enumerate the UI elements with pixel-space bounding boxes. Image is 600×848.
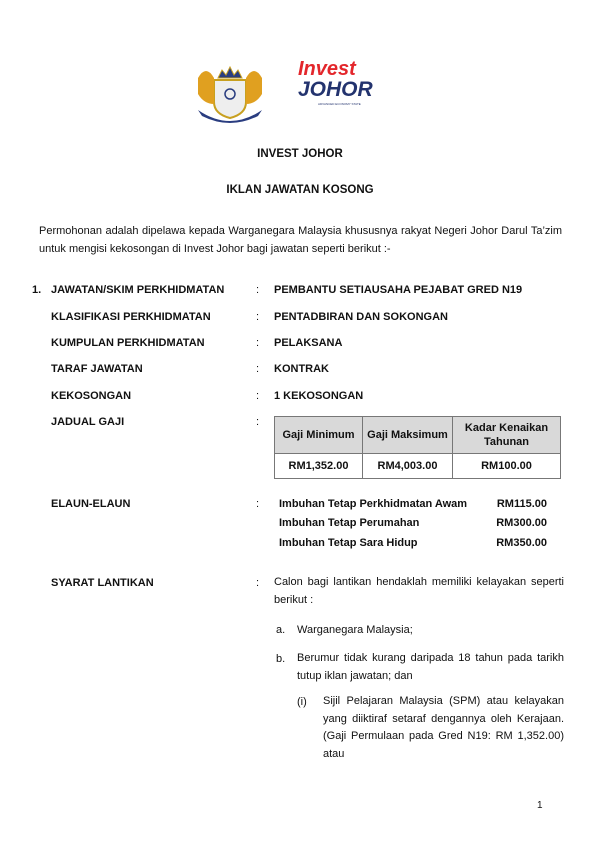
intro-paragraph: Permohonan adalah dipelawa kepada Warganegara Malaysia khususnya rakyat Negeri Johor Darul Ta’zim untuk mengisi kekosongan di Invest Johor bagi jawatan seperti berikut :- — [39, 225, 562, 255]
allowances-label: ELAUN-ELAUN — [51, 498, 131, 510]
row-label: KUMPULAN PERKHIDMATAN — [51, 337, 205, 349]
colon: : — [256, 416, 260, 428]
row-label: TARAF JAWATAN — [51, 363, 143, 375]
salary-label: JADUAL GAJI — [51, 416, 125, 428]
row-value: KONTRAK — [274, 363, 329, 375]
list-marker: a. — [276, 624, 286, 636]
allowance-name: Imbuhan Tetap Perkhidmatan Awam — [279, 498, 468, 510]
list-marker: b. — [276, 653, 286, 665]
colon: : — [256, 311, 260, 323]
document-title: INVEST JOHOR — [257, 148, 343, 160]
requirements-label: SYARAT LANTIKAN — [51, 577, 154, 589]
invest-johor-logo-line1: Invest — [298, 58, 356, 80]
header-cell: Gaji Maksimum — [363, 417, 453, 454]
allowance-name: Imbuhan Tetap Sara Hidup — [279, 537, 418, 549]
row-value: PEMBANTU SETIAUSAHA PEJABAT GRED N19 — [274, 284, 523, 296]
allowance-amount: RM115.00 — [496, 498, 547, 510]
salary-cell: RM100.00 — [453, 454, 561, 479]
salary-table — [274, 416, 561, 479]
colon: : — [256, 498, 260, 510]
johor-crest-logo — [192, 58, 268, 124]
salary-cell: RM1,352.00 — [275, 454, 363, 479]
allowance-amount: RM350.00 — [496, 537, 547, 549]
row-label: JAWATAN/SKIM PERKHIDMATAN — [51, 284, 225, 296]
salary-cell: RM4,003.00 — [363, 454, 453, 479]
row-value: 1 KEKOSONGAN — [274, 390, 364, 402]
colon: : — [256, 577, 260, 589]
requirement-i: Sijil Pelajaran Malaysia (SPM) atau kelayakan yang diiktiraf setaraf dengannya oleh Kerajaan. (Gaji Permulaan pada Gred N19: RM 1,352.00) atau — [323, 695, 564, 760]
colon: : — [256, 363, 260, 375]
requirement-a: Warganegara Malaysia; — [297, 624, 413, 636]
invest-johor-logo-line2: JOHOR — [298, 78, 373, 101]
allowance-amount: RM300.00 — [496, 517, 547, 529]
item-number: 1. — [32, 284, 42, 296]
row-value: PELAKSANA — [274, 337, 343, 349]
row-label: KLASIFIKASI PERKHIDMATAN — [51, 311, 211, 323]
row-label: KEKOSONGAN — [51, 390, 132, 402]
page-number: 1 — [537, 800, 543, 811]
requirement-b: Berumur tidak kurang daripada 18 tahun pada tarikh tutup iklan jawatan; dan — [297, 652, 564, 682]
requirements-intro: Calon bagi lantikan hendaklah memiliki kelayakan seperti berikut : — [274, 576, 564, 606]
row-value: PENTADBIRAN DAN SOKONGAN — [274, 311, 448, 323]
document-subtitle: IKLAN JAWATAN KOSONG — [226, 184, 374, 196]
colon: : — [256, 337, 260, 349]
colon: : — [256, 284, 260, 296]
invest-johor-tagline: ADVANCED ECONOMY STATE — [318, 102, 361, 106]
colon: : — [256, 390, 260, 402]
list-marker: (i) — [297, 696, 307, 708]
allowance-name: Imbuhan Tetap Perumahan — [279, 517, 420, 529]
header-cell: Gaji Minimum — [275, 417, 363, 454]
header-cell: Kadar Kenaikan Tahunan — [453, 417, 561, 454]
